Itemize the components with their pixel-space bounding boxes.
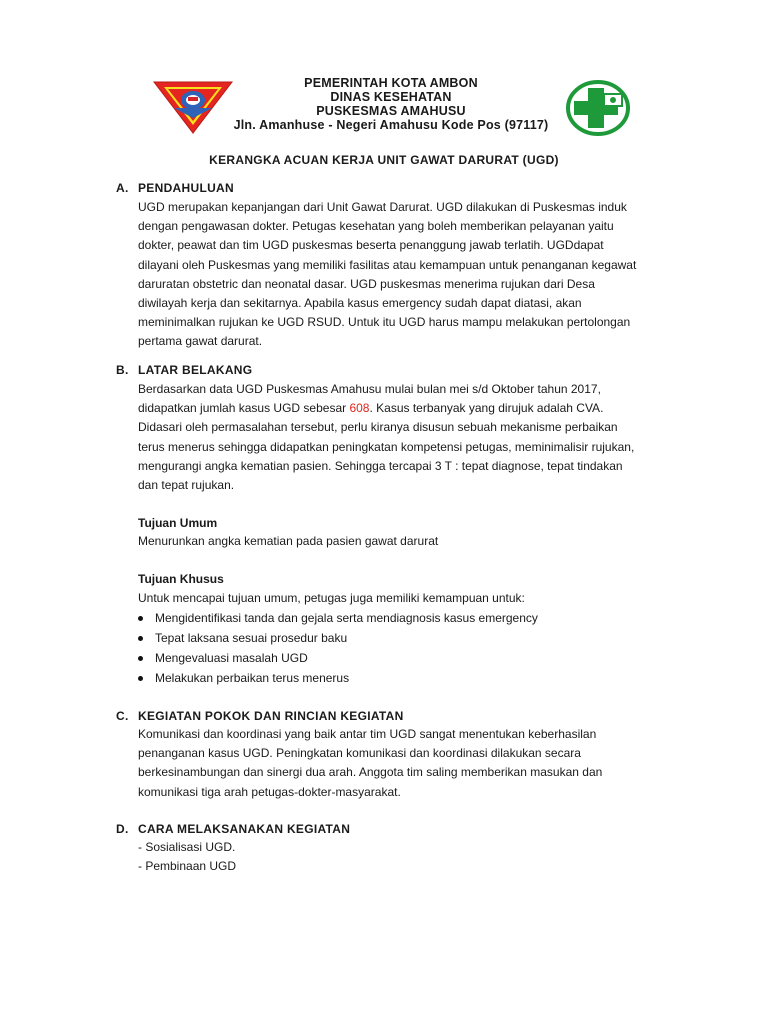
para-line: berkesinambungan dan sinergi dua arah. Anggota tim saling memberikan masukan dan	[138, 765, 603, 780]
bullet-icon	[138, 616, 143, 621]
para-line: meminimalkan rujukan ke UGD RSUD. Untuk itu UGD harus mampu melakukan pertolongan	[138, 315, 631, 330]
section-d-heading	[116, 822, 350, 836]
section-d-list	[138, 838, 236, 876]
para-line: dan tepat rujukan.	[138, 478, 235, 493]
para-text: . Kasus terbanyak yang dirujuk adalah CVA.	[369, 401, 604, 416]
kota-ambon-emblem-icon	[152, 78, 234, 134]
puskesmas-name: PUSKESMAS AMAHUSU	[316, 104, 466, 118]
section-b-heading	[116, 363, 252, 377]
list-item: - Pembinaan UGD	[138, 859, 237, 873]
section-a-letter: A.	[116, 181, 129, 195]
para-line: terus menerus sehingga didapatkan peningkatan kompetensi petugas, meminimalisir rujukan,	[138, 439, 635, 454]
para-line: penanganan kasus UGD. Peningkatan komunikasi dan koordinasi dilakukan secara	[138, 746, 581, 761]
tujuan-umum-text: Menurunkan angka kematian pada pasien gawat darurat	[138, 534, 439, 548]
para-line: pertama gawat darurat.	[138, 334, 263, 349]
list-item-text: Melakukan perbaikan terus menerus	[155, 671, 350, 685]
list-item: - Sosialisasi UGD.	[138, 840, 236, 854]
list-item	[138, 608, 677, 628]
letterhead	[0, 70, 768, 145]
section-b-title: LATAR BELAKANG	[138, 363, 253, 377]
section-d-title: CARA MELAKSANAKAN KEGIATAN	[138, 822, 351, 836]
section-a-title: PENDAHULUAN	[138, 181, 234, 195]
bullet-icon	[138, 656, 143, 661]
bullet-icon	[138, 676, 143, 681]
para-line: Berdasarkan data UGD Puskesmas Amahusu mulai bulan mei s/d Oktober tahun 2017,	[138, 382, 601, 396]
para-line: dilayani oleh Puskesmas yang memiliki fasilitas atau kemampuan untuk penanganan kegawat	[138, 257, 637, 272]
list-item	[138, 648, 677, 668]
list-item	[138, 668, 677, 688]
bullet-icon	[138, 636, 143, 641]
list-item-text: Mengidentifikasi tanda dan gejala serta mendiagnosis kasus emergency	[155, 611, 538, 625]
government-name: PEMERINTAH KOTA AMBON	[304, 76, 478, 90]
section-c-title: KEGIATAN POKOK DAN RINCIAN KEGIATAN	[138, 709, 404, 723]
document-title: KERANGKA ACUAN KERJA UNIT GAWAT DARURAT (UGD)	[209, 153, 559, 167]
list-item-text: Tepat laksana sesuai prosedur baku	[155, 631, 348, 645]
section-c-paragraph	[138, 725, 677, 802]
para-line: daruratan obstetric dan neonatal dasar. UGD puskesmas menerima rujukan dari Desa	[138, 276, 595, 291]
para-line: komunikasi tiga arah petugas-dokter-masyarakat.	[138, 784, 401, 799]
para-line: dengan pengawasan dokter. Petugas kesehatan yang boleh memberikan pelayanan yaitu	[138, 219, 614, 234]
para-line	[138, 399, 677, 418]
department-name: DINAS KESEHATAN	[330, 90, 452, 104]
section-d-letter: D.	[116, 822, 129, 836]
section-b-letter: B.	[116, 363, 129, 377]
list-item-text: Mengevaluasi masalah UGD	[155, 651, 308, 665]
tujuan-khusus-intro: Untuk mencapai tujuan umum, petugas juga memiliki kemampuan untuk:	[138, 591, 525, 605]
tujuan-khusus-heading: Tujuan Khusus	[138, 572, 224, 586]
para-line: UGD merupakan kepanjangan dari Unit Gawat Darurat. UGD dilakukan di Puskesmas induk	[138, 200, 627, 214]
para-line: Komunikasi dan koordinasi yang baik antar tim UGD sangat menentukan keberhasilan	[138, 727, 597, 741]
letterhead-text	[230, 76, 552, 132]
para-line: dokter, peawat dan tim UGD puskesmas beserta penanggung jawab terlatih. UGDdapat	[138, 238, 604, 253]
para-line: diwilayah kerja dan sekitarnya. Apabila kasus emergency sudah dapat diatasi, akan	[138, 296, 582, 311]
section-b-paragraph	[138, 380, 677, 495]
section-a-heading	[116, 181, 234, 195]
para-line: Didasari oleh permasalahan tersebut, perlu kiranya disusun sebuah mekanisme perbaikan	[138, 420, 618, 435]
puskesmas-cross-logo-icon	[566, 80, 630, 136]
address: Jln. Amanhuse - Negeri Amahusu Kode Pos (97117)	[233, 118, 549, 132]
list-item	[138, 628, 677, 648]
tujuan-umum-heading: Tujuan Umum	[138, 516, 218, 530]
para-line: mengurangi angka kematian pasien. Sehingga tercapai 3 T : tepat diagnose, tepat tindakan	[138, 458, 623, 473]
section-c-letter: C.	[116, 709, 129, 723]
tujuan-khusus-list	[138, 608, 677, 688]
para-text: didapatkan jumlah kasus UGD sebesar	[138, 401, 350, 416]
section-c-heading	[116, 709, 404, 723]
section-a-paragraph	[138, 198, 677, 352]
case-count-highlight: 608	[349, 401, 370, 416]
